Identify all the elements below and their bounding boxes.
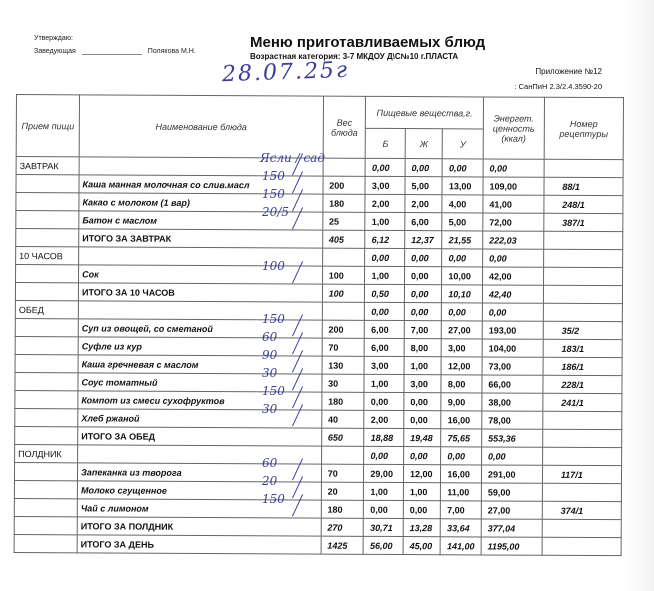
energy-cell: 27,00 [481, 501, 542, 519]
protein-cell: 2,00 [364, 410, 404, 428]
carbs-cell: 12,00 [441, 357, 482, 375]
carbs-cell: 13,00 [442, 177, 483, 195]
protein-cell: 1,00 [364, 374, 404, 392]
energy-cell: 59,00 [481, 483, 542, 501]
dish-name-cell: Чай с лимоном [77, 499, 321, 518]
meal-cell [16, 229, 79, 247]
meal-cell [15, 354, 78, 372]
energy-cell: 72,00 [483, 213, 544, 231]
recipe-cell: 241/1 [543, 393, 622, 411]
age-category: Возрастная категория: 3-7 МКДОУ Д\С№10 г.ПЛАСТА [250, 52, 459, 61]
meal-cell [15, 390, 78, 408]
dish-name-cell: ИТОГО ЗА 10 ЧАСОВ [78, 283, 322, 302]
carbs-cell: 4,00 [442, 195, 483, 213]
protein-cell: 0,00 [364, 500, 404, 518]
handwritten-portion-note: 30 [262, 402, 278, 417]
handwritten-portion-note: 20/5 [262, 204, 289, 219]
handwritten-portion-note: 150 [262, 384, 285, 399]
recipe-cell: 248/1 [544, 195, 623, 213]
recipe-cell: 88/1 [544, 177, 623, 195]
meal-cell [15, 336, 78, 354]
col-weight: Вес блюда [323, 96, 366, 158]
carbs-cell: 3,00 [441, 339, 482, 357]
scan-edge [624, 0, 654, 591]
dish-name-cell [78, 301, 322, 320]
handwritten-portion-note: 60 [262, 456, 278, 471]
carbs-cell: 10,00 [442, 267, 483, 285]
carbs-cell: 0,00 [442, 159, 483, 177]
total-row [14, 534, 621, 555]
meal-cell: ЗАВТРАК [16, 157, 79, 175]
energy-cell: 38,00 [482, 393, 543, 411]
energy-cell: 222,03 [483, 231, 544, 249]
head-name: Полякова М.Н. [147, 48, 196, 55]
energy-cell: 291,00 [481, 465, 542, 483]
protein-cell: 0,50 [365, 284, 405, 302]
meal-cell [15, 372, 78, 390]
fat-cell: 7,00 [404, 321, 441, 339]
fat-cell: 13,28 [403, 519, 440, 537]
carbs-cell: 7,00 [441, 501, 482, 519]
head-label: Заведующая [34, 48, 76, 55]
weight-cell: 1425 [321, 536, 364, 554]
handwritten-portion-note: 150 [262, 492, 285, 507]
weight-cell [322, 248, 365, 266]
fat-cell: 2,00 [405, 195, 442, 213]
fat-cell: 0,00 [405, 249, 442, 267]
weight-cell: 25 [322, 212, 365, 230]
energy-cell: 66,00 [482, 375, 543, 393]
carbs-cell: 21,55 [442, 231, 483, 249]
protein-cell: 0,00 [365, 158, 405, 176]
meal-cell [15, 426, 78, 444]
fat-cell: 0,00 [404, 411, 441, 429]
dish-name-cell: ИТОГО ЗА ДЕНЬ [77, 535, 321, 554]
handwritten-date: 28.07.25г [221, 57, 350, 88]
energy-cell: 0,00 [482, 303, 543, 321]
fat-cell: 0,00 [404, 267, 441, 285]
energy-cell: 109,00 [483, 177, 544, 195]
energy-cell: 193,00 [482, 321, 543, 339]
handwritten-portion-note: 150 [262, 168, 285, 183]
handwritten-portion-note: Ясли / сад [260, 150, 325, 165]
dish-name-cell: Какао с молоком (1 вар) [79, 193, 323, 212]
protein-cell: 18,88 [364, 428, 404, 446]
protein-cell: 0,00 [364, 392, 404, 410]
carbs-cell: 0,00 [442, 249, 483, 267]
fat-cell: 0,00 [404, 393, 441, 411]
energy-cell: 42,00 [482, 267, 543, 285]
dish-name-cell: Суп из овощей, со сметаной [78, 319, 322, 338]
meal-cell: ПОЛДНИК [15, 444, 78, 462]
recipe-cell [542, 447, 621, 465]
recipe-cell: 183/1 [543, 339, 622, 357]
carbs-cell: 11,00 [441, 483, 482, 501]
weight-cell: 100 [322, 266, 365, 284]
dish-name-cell: Батон с маслом [79, 211, 323, 230]
weight-cell: 20 [321, 482, 364, 500]
carbs-cell: 5,00 [442, 213, 483, 231]
dish-name-cell: Каша гречневая с маслом [78, 355, 322, 374]
recipe-cell [542, 537, 621, 555]
protein-cell: 0,00 [365, 248, 405, 266]
weight-cell: 70 [321, 464, 364, 482]
dish-name-cell [79, 247, 323, 266]
meal-cell [14, 498, 77, 516]
energy-cell: 104,00 [482, 339, 543, 357]
fat-cell: 0,00 [404, 303, 441, 321]
protein-cell: 2,00 [365, 194, 405, 212]
handwritten-portion-note: 90 [262, 348, 278, 363]
approve-label: Утверждаю: [34, 35, 73, 42]
fat-cell: 8,00 [404, 339, 441, 357]
col-dish: Наименование блюда [79, 95, 323, 158]
signature-line [82, 54, 142, 55]
dish-name-cell: Запеканка из творога [78, 463, 322, 482]
energy-cell: 377,04 [481, 519, 542, 537]
handwritten-portion-note: 30 [262, 366, 278, 381]
dish-name-cell [78, 445, 322, 464]
carbs-cell: 9,00 [441, 393, 482, 411]
carbs-cell: 75,65 [441, 429, 482, 447]
recipe-cell: 228/1 [543, 375, 622, 393]
fat-cell: 12,00 [403, 465, 440, 483]
weight-cell: 100 [322, 284, 365, 302]
protein-cell: 0,00 [364, 446, 404, 464]
carbs-cell: 16,00 [441, 411, 482, 429]
recipe-cell [544, 159, 623, 177]
meal-cell [14, 462, 77, 480]
energy-cell: 1195,00 [481, 537, 542, 555]
dish-name-cell: Компот из смеси сухофруктов [78, 391, 322, 410]
protein-cell: 1,00 [365, 266, 405, 284]
energy-cell: 0,00 [482, 447, 543, 465]
carbs-cell: 141,00 [440, 537, 481, 555]
handwritten-portion-note: 150 [262, 186, 285, 201]
protein-cell: 1,00 [365, 212, 405, 230]
handwritten-portion-note: 60 [262, 330, 278, 345]
head-signature-line [34, 48, 196, 55]
recipe-cell: 117/1 [542, 465, 621, 483]
handwritten-portion-note: 20 [262, 474, 278, 489]
weight-cell: 180 [323, 194, 366, 212]
meal-cell [14, 480, 77, 498]
fat-cell: 1,00 [403, 483, 440, 501]
carbs-cell: 10,10 [442, 285, 483, 303]
carbs-cell: 0,00 [441, 447, 482, 465]
fat-cell: 0,00 [404, 447, 441, 465]
appendix-label: Приложение №12 [535, 67, 602, 76]
col-recipe: Номер рецептуры [544, 97, 623, 159]
meal-cell: ОБЕД [15, 300, 78, 318]
fat-cell: 1,00 [404, 357, 441, 375]
energy-cell: 78,00 [482, 411, 543, 429]
weight-cell: 200 [323, 176, 366, 194]
handwritten-portion-note: 150 [262, 312, 285, 327]
energy-cell: 553,36 [482, 429, 543, 447]
energy-cell: 73,00 [482, 357, 543, 375]
protein-cell: 56,00 [364, 536, 404, 554]
weight-cell: 40 [321, 410, 364, 428]
weight-cell: 270 [321, 518, 364, 536]
meal-cell [16, 211, 79, 229]
fat-cell: 12,37 [405, 231, 442, 249]
fat-cell: 0,00 [404, 285, 441, 303]
fat-cell: 0,00 [405, 159, 442, 177]
recipe-cell: 374/1 [542, 501, 621, 519]
meal-cell [16, 265, 79, 283]
recipe-cell [543, 429, 622, 447]
weight-cell: 405 [322, 230, 365, 248]
meal-cell [15, 408, 78, 426]
weight-cell: 650 [321, 428, 364, 446]
weight-cell: 130 [322, 356, 365, 374]
recipe-cell [542, 483, 621, 501]
col-meal: Прием пищи [16, 95, 79, 157]
recipe-cell: 186/1 [543, 357, 622, 375]
recipe-cell: 35/2 [543, 321, 622, 339]
dish-name-cell: Сок [79, 265, 323, 284]
dish-name-cell: ИТОГО ЗА ЗАВТРАК [79, 229, 323, 248]
energy-cell: 41,00 [483, 195, 544, 213]
protein-cell: 30,71 [364, 518, 404, 536]
energy-cell: 0,00 [483, 159, 544, 177]
col-nutrients: Пищевые вещества,г. [366, 96, 484, 129]
fat-cell: 3,00 [404, 375, 441, 393]
protein-cell: 3,00 [365, 176, 405, 194]
energy-cell: 0,00 [483, 249, 544, 267]
recipe-cell [543, 411, 622, 429]
handwritten-portion-note: 100 [262, 258, 285, 273]
protein-cell: 29,00 [364, 464, 404, 482]
recipe-cell [542, 519, 621, 537]
energy-cell: 42,40 [482, 285, 543, 303]
sanpin-label: : СанПиН 2.3/2.4.3590-20 [514, 82, 602, 91]
fat-cell: 45,00 [403, 537, 440, 555]
recipe-cell [543, 285, 622, 303]
meal-cell [16, 193, 79, 211]
recipe-cell [543, 303, 622, 321]
carbs-cell: 0,00 [442, 303, 483, 321]
weight-cell: 70 [322, 338, 365, 356]
fat-cell: 5,00 [405, 177, 442, 195]
weight-cell: 30 [322, 374, 365, 392]
weight-cell: 200 [322, 320, 365, 338]
col-fat: Ж [405, 129, 443, 159]
recipe-cell [544, 231, 623, 249]
meal-cell [15, 318, 78, 336]
weight-cell [322, 302, 365, 320]
protein-cell: 6,00 [365, 338, 405, 356]
carbs-cell: 8,00 [441, 375, 482, 393]
dish-name-cell: Суфле из кур [78, 337, 322, 356]
recipe-cell [543, 249, 622, 267]
protein-cell: 1,00 [364, 482, 404, 500]
dish-name-cell: Молоко сгущенное [77, 481, 321, 500]
meal-cell [14, 534, 77, 552]
col-protein: Б [366, 128, 406, 158]
meal-cell: 10 ЧАСОВ [16, 247, 79, 265]
meal-cell [15, 283, 78, 301]
dish-name-cell: Каша манная молочная со слив.масл [79, 175, 323, 194]
fat-cell: 0,00 [403, 501, 440, 519]
page-title: Меню приготавливаемых блюд [250, 34, 486, 51]
fat-cell: 6,00 [405, 213, 442, 231]
protein-cell: 6,00 [365, 320, 405, 338]
weight-cell [323, 158, 366, 176]
dish-name-cell: ИТОГО ЗА ОБЕД [78, 427, 322, 446]
fat-cell: 19,48 [404, 429, 441, 447]
recipe-cell: 387/1 [544, 213, 623, 231]
weight-cell: 180 [321, 500, 364, 518]
meal-cell [16, 175, 79, 193]
recipe-cell [543, 267, 622, 285]
protein-cell: 3,00 [364, 356, 404, 374]
protein-cell: 0,00 [365, 302, 405, 320]
dish-name-cell: Соус томатный [78, 373, 322, 392]
dish-name-cell: ИТОГО ЗА ПОЛДНИК [77, 517, 321, 536]
carbs-cell: 33,64 [441, 519, 482, 537]
carbs-cell: 27,00 [442, 321, 483, 339]
protein-cell: 6,12 [365, 230, 405, 248]
weight-cell [321, 446, 364, 464]
weight-cell: 180 [322, 392, 365, 410]
meal-cell [14, 516, 77, 534]
col-energy: Энергет. ценность (ккал) [483, 97, 544, 159]
dish-name-cell: Хлеб ржаной [78, 409, 322, 428]
col-carbs: У [443, 129, 484, 159]
carbs-cell: 16,00 [441, 465, 482, 483]
